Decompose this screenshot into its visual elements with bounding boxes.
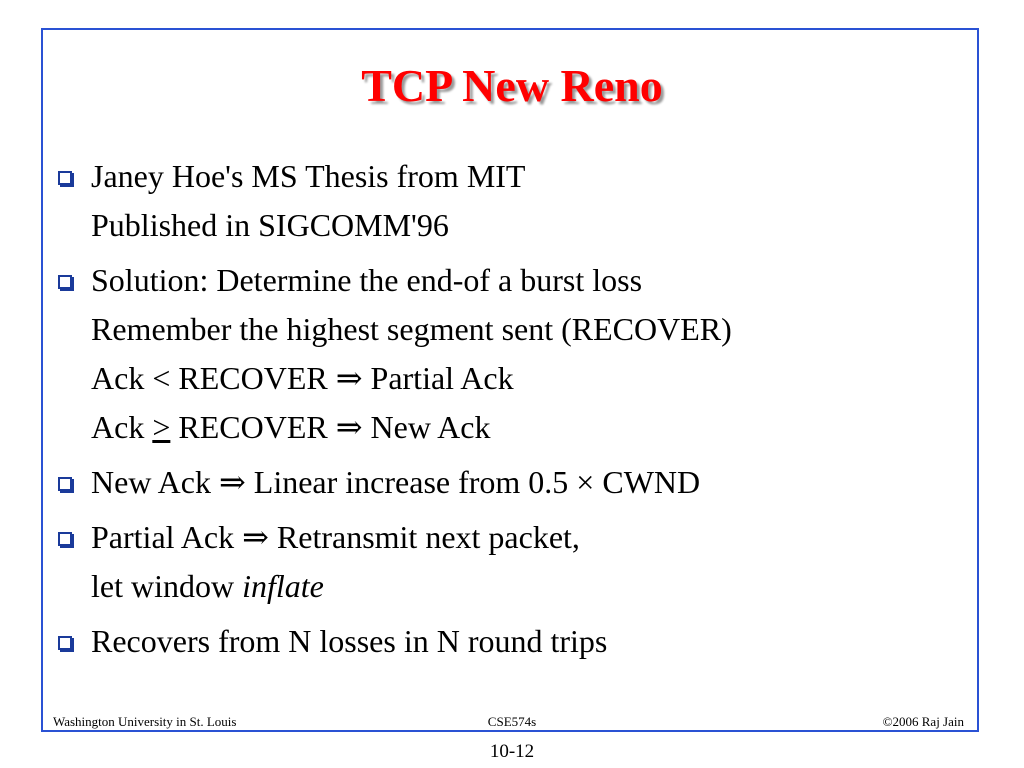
inflate-emphasis: inflate — [242, 568, 324, 604]
window-prefix: let window — [91, 568, 243, 604]
bullet-line — [91, 403, 955, 452]
partial-ack-rest: RECOVER ⇒ Partial Ack — [170, 360, 514, 396]
less-than-operator: < — [152, 360, 171, 396]
bullet-line — [91, 562, 955, 611]
slide-title: TCP New Reno — [361, 60, 663, 111]
bullet-line: Janey Hoe's MS Thesis from MIT — [91, 158, 526, 194]
ack-prefix: Ack — [91, 360, 153, 396]
bullet-line: Published in SIGCOMM'96 — [91, 207, 449, 243]
bullet-line: Recovers from N losses in N round trips — [91, 623, 608, 659]
bullet-line: Remember the highest segment sent (RECOVER) — [91, 311, 732, 347]
new-ack-rest: RECOVER ⇒ New Ack — [170, 409, 491, 445]
footer-institution: Washington University in St. Louis — [53, 714, 237, 729]
bullet-item — [55, 513, 955, 611]
ack-prefix: Ack — [91, 409, 153, 445]
square-bullet-icon — [58, 275, 72, 289]
bullet-item — [55, 256, 955, 452]
bullet-item — [55, 152, 955, 250]
bullet-line: Partial Ack ⇒ Retransmit next packet, — [91, 519, 580, 555]
square-bullet-icon — [58, 171, 72, 185]
square-bullet-icon — [58, 477, 72, 491]
square-bullet-icon — [58, 532, 72, 546]
greater-equal-operator: > — [152, 409, 171, 445]
bullet-item — [55, 458, 955, 507]
footer-course: CSE574s — [487, 714, 537, 729]
bullet-item — [55, 617, 955, 666]
page-number: 10-12 — [489, 741, 535, 762]
bullet-line: New Ack ⇒ Linear increase from 0.5 × CWND — [91, 464, 701, 500]
bullet-list — [55, 152, 955, 672]
footer-copyright: ©2006 Raj Jain — [882, 714, 964, 729]
square-bullet-icon — [58, 636, 72, 650]
bullet-line: Solution: Determine the end-of a burst loss — [91, 262, 643, 298]
bullet-line — [91, 354, 955, 403]
